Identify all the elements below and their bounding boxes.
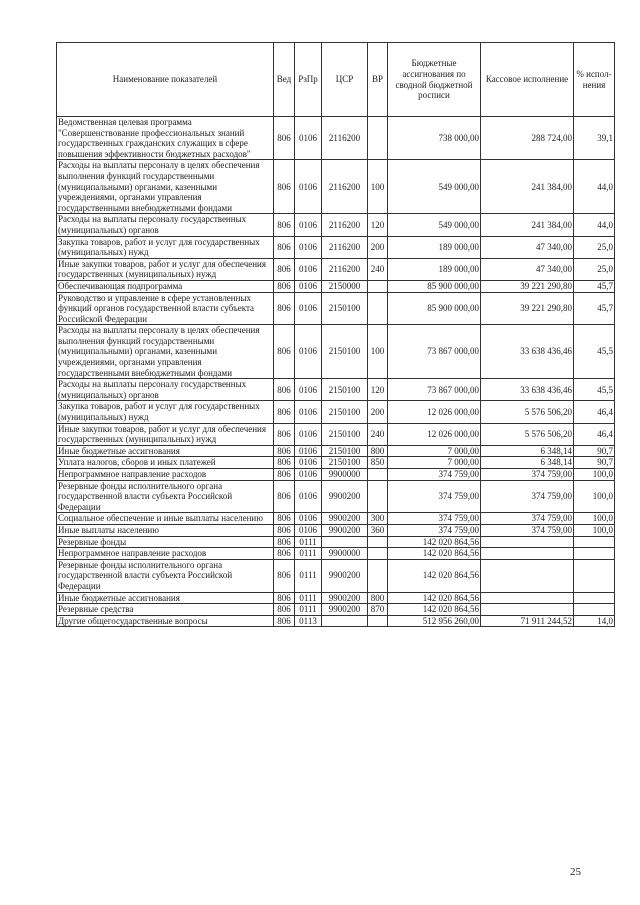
cell-ved: 806	[274, 160, 295, 214]
budget-report-page	[56, 42, 614, 627]
table-row	[57, 117, 615, 160]
cell-vr	[368, 117, 388, 160]
cell-ved: 806	[274, 469, 295, 481]
cell-budget: 12 026 000,00	[388, 401, 481, 423]
cell-pct: 90,7	[574, 445, 615, 457]
cell-vr: 200	[368, 401, 388, 423]
cell-budget: 85 900 000,00	[388, 292, 481, 325]
cell-name: Резервные средства	[57, 604, 274, 616]
table-row	[57, 236, 615, 258]
cell-name: Уплата налогов, сборов и иных платежей	[57, 457, 274, 469]
table-row	[57, 401, 615, 423]
header-csr: ЦСР	[322, 43, 368, 117]
cell-name: Резервные фонды	[57, 536, 274, 548]
cell-budget: 142 020 864,56	[388, 548, 481, 560]
cell-rzpr: 0106	[295, 480, 322, 513]
cell-rzpr: 0111	[295, 536, 322, 548]
cell-pct: 14,0	[574, 615, 615, 627]
cell-rzpr: 0111	[295, 548, 322, 560]
cell-cash: 374 759,00	[481, 513, 574, 525]
table-row	[57, 457, 615, 469]
cell-name: Социальное обеспечение и иные выплаты населению	[57, 513, 274, 525]
table-row	[57, 325, 615, 379]
table-row	[57, 480, 615, 513]
cell-cash: 47 340,00	[481, 258, 574, 280]
cell-csr: 2150100	[322, 292, 368, 325]
cell-pct: 39,1	[574, 117, 615, 160]
table-row	[57, 524, 615, 536]
table-row	[57, 379, 615, 401]
cell-budget: 7 000,00	[388, 445, 481, 457]
table-row	[57, 445, 615, 457]
cell-vr: 120	[368, 214, 388, 236]
cell-name: Руководство и управление в сфере установленных функций органов государственной власти субъекта Российской Федерации	[57, 292, 274, 325]
cell-name: Расходы на выплаты персоналу в целях обеспечения выполнения функций государственными (муниципальными) органами, казенными учреждениями, органами управления государственными внебюджетными фондами	[57, 325, 274, 379]
cell-csr: 2150100	[322, 457, 368, 469]
cell-cash: 374 759,00	[481, 524, 574, 536]
cell-budget: 738 000,00	[388, 117, 481, 160]
cell-name: Закупка товаров, работ и услуг для государственных (муниципальных) нужд	[57, 236, 274, 258]
cell-budget: 7 000,00	[388, 457, 481, 469]
cell-cash	[481, 592, 574, 604]
cell-rzpr: 0106	[295, 160, 322, 214]
cell-vr	[368, 536, 388, 548]
cell-ved: 806	[274, 214, 295, 236]
cell-budget: 142 020 864,56	[388, 559, 481, 592]
cell-pct: 45,7	[574, 292, 615, 325]
cell-pct: 46,4	[574, 401, 615, 423]
cell-vr	[368, 292, 388, 325]
table-row	[57, 615, 615, 627]
cell-vr: 120	[368, 379, 388, 401]
table-row	[57, 280, 615, 292]
table-row	[57, 548, 615, 560]
cell-vr	[368, 615, 388, 627]
cell-ved: 806	[274, 423, 295, 445]
cell-cash: 5 576 506,20	[481, 423, 574, 445]
cell-ved: 806	[274, 280, 295, 292]
cell-pct	[574, 604, 615, 616]
cell-pct: 100,0	[574, 480, 615, 513]
table-header-row	[57, 43, 615, 117]
cell-ved: 806	[274, 536, 295, 548]
cell-csr: 9900000	[322, 548, 368, 560]
cell-budget: 142 020 864,56	[388, 536, 481, 548]
header-name: Наименование показателей	[57, 43, 274, 117]
cell-budget: 85 900 000,00	[388, 280, 481, 292]
cell-ved: 806	[274, 559, 295, 592]
cell-pct: 45,5	[574, 379, 615, 401]
cell-ved: 806	[274, 604, 295, 616]
cell-cash: 33 638 436,46	[481, 325, 574, 379]
cell-vr	[368, 559, 388, 592]
cell-csr: 9900000	[322, 469, 368, 481]
cell-csr: 2116200	[322, 214, 368, 236]
cell-cash: 33 638 436,46	[481, 379, 574, 401]
cell-rzpr: 0113	[295, 615, 322, 627]
cell-pct: 25,0	[574, 236, 615, 258]
cell-csr: 2116200	[322, 160, 368, 214]
cell-budget: 12 026 000,00	[388, 423, 481, 445]
cell-vr: 100	[368, 325, 388, 379]
cell-csr: 9900200	[322, 604, 368, 616]
cell-pct: 100,0	[574, 469, 615, 481]
cell-name: Иные закупки товаров, работ и услуг для обеспечения государственных (муниципальных) нужд	[57, 423, 274, 445]
cell-rzpr: 0111	[295, 592, 322, 604]
cell-cash: 241 384,00	[481, 214, 574, 236]
cell-pct: 46,4	[574, 423, 615, 445]
header-rzpr: РзПр	[295, 43, 322, 117]
cell-vr	[368, 280, 388, 292]
cell-csr: 9900200	[322, 524, 368, 536]
cell-rzpr: 0106	[295, 379, 322, 401]
cell-pct	[574, 536, 615, 548]
cell-vr	[368, 480, 388, 513]
cell-rzpr: 0106	[295, 325, 322, 379]
cell-ved: 806	[274, 592, 295, 604]
cell-cash	[481, 548, 574, 560]
cell-rzpr: 0106	[295, 214, 322, 236]
cell-csr: 9900200	[322, 513, 368, 525]
cell-vr: 240	[368, 423, 388, 445]
cell-vr	[368, 548, 388, 560]
cell-csr: 2150100	[322, 445, 368, 457]
cell-vr: 360	[368, 524, 388, 536]
cell-csr: 2116200	[322, 258, 368, 280]
cell-rzpr: 0106	[295, 513, 322, 525]
cell-name: Расходы на выплаты персоналу в целях обеспечения выполнения функций государственными (муниципальными) органами, казенными учреждениями, органами управления государственными внебюджетными фондами	[57, 160, 274, 214]
cell-csr: 9900200	[322, 480, 368, 513]
cell-cash: 71 911 244,52	[481, 615, 574, 627]
cell-budget: 142 020 864,56	[388, 592, 481, 604]
cell-name: Непрограммное направление расходов	[57, 548, 274, 560]
cell-csr: 9900200	[322, 592, 368, 604]
cell-name: Другие общегосударственные вопросы	[57, 615, 274, 627]
page-number: 25	[570, 866, 581, 878]
cell-rzpr: 0106	[295, 292, 322, 325]
cell-ved: 806	[274, 548, 295, 560]
cell-name: Обеспечивающая подпрограмма	[57, 280, 274, 292]
cell-cash: 5 576 506,20	[481, 401, 574, 423]
cell-budget: 374 759,00	[388, 480, 481, 513]
cell-pct	[574, 559, 615, 592]
cell-name: Резервные фонды исполнительного органа государственной власти субъекта Российской Федерации	[57, 559, 274, 592]
cell-budget: 549 000,00	[388, 160, 481, 214]
cell-rzpr: 0106	[295, 280, 322, 292]
cell-budget: 549 000,00	[388, 214, 481, 236]
cell-csr: 2150100	[322, 423, 368, 445]
cell-cash: 374 759,00	[481, 480, 574, 513]
cell-budget: 189 000,00	[388, 236, 481, 258]
table-row	[57, 592, 615, 604]
cell-cash: 241 384,00	[481, 160, 574, 214]
cell-cash: 39 221 290,80	[481, 292, 574, 325]
cell-name: Иные закупки товаров, работ и услуг для обеспечения государственных (муниципальных) нужд	[57, 258, 274, 280]
cell-cash: 6 348,14	[481, 457, 574, 469]
cell-pct: 45,5	[574, 325, 615, 379]
cell-rzpr: 0106	[295, 457, 322, 469]
header-budget: Бюджетные ассигнования по сводной бюджетной росписи	[388, 43, 481, 117]
cell-vr: 870	[368, 604, 388, 616]
table-body	[57, 117, 615, 627]
cell-name: Ведомственная целевая программа "Совершенствование профессиональных знаний государственных гражданских служащих в сфере повышения эффективности бюджетных расходов"	[57, 117, 274, 160]
cell-name: Иные бюджетные ассигнования	[57, 592, 274, 604]
cell-cash: 288 724,00	[481, 117, 574, 160]
cell-budget: 189 000,00	[388, 258, 481, 280]
cell-rzpr: 0106	[295, 401, 322, 423]
cell-budget: 374 759,00	[388, 469, 481, 481]
cell-ved: 806	[274, 457, 295, 469]
cell-budget: 374 759,00	[388, 513, 481, 525]
cell-csr: 2116200	[322, 117, 368, 160]
cell-ved: 806	[274, 401, 295, 423]
cell-cash	[481, 604, 574, 616]
cell-csr: 2116200	[322, 236, 368, 258]
cell-rzpr: 0106	[295, 423, 322, 445]
cell-ved: 806	[274, 524, 295, 536]
cell-name: Закупка товаров, работ и услуг для государственных (муниципальных) нужд	[57, 401, 274, 423]
cell-csr: 2150100	[322, 401, 368, 423]
cell-rzpr: 0106	[295, 117, 322, 160]
cell-ved: 806	[274, 513, 295, 525]
cell-ved: 806	[274, 258, 295, 280]
cell-pct: 44,0	[574, 214, 615, 236]
cell-rzpr: 0106	[295, 469, 322, 481]
cell-csr	[322, 536, 368, 548]
cell-vr: 240	[368, 258, 388, 280]
cell-cash: 39 221 290,80	[481, 280, 574, 292]
cell-cash	[481, 559, 574, 592]
cell-name: Непрограммное направление расходов	[57, 469, 274, 481]
cell-vr: 800	[368, 592, 388, 604]
cell-rzpr: 0106	[295, 258, 322, 280]
cell-rzpr: 0106	[295, 445, 322, 457]
cell-vr	[368, 469, 388, 481]
cell-vr: 850	[368, 457, 388, 469]
cell-csr: 2150100	[322, 325, 368, 379]
cell-ved: 806	[274, 325, 295, 379]
cell-cash: 47 340,00	[481, 236, 574, 258]
cell-vr: 200	[368, 236, 388, 258]
table-row	[57, 423, 615, 445]
cell-budget: 512 956 260,00	[388, 615, 481, 627]
cell-pct: 100,0	[574, 524, 615, 536]
cell-rzpr: 0106	[295, 524, 322, 536]
cell-ved: 806	[274, 236, 295, 258]
budget-execution-table	[56, 42, 615, 627]
table-row	[57, 559, 615, 592]
cell-cash: 374 759,00	[481, 469, 574, 481]
cell-ved: 806	[274, 379, 295, 401]
cell-rzpr: 0111	[295, 559, 322, 592]
cell-ved: 806	[274, 292, 295, 325]
cell-pct	[574, 592, 615, 604]
table-row	[57, 469, 615, 481]
cell-budget: 73 867 000,00	[388, 325, 481, 379]
cell-pct: 100,0	[574, 513, 615, 525]
cell-vr: 100	[368, 160, 388, 214]
cell-pct: 25,0	[574, 258, 615, 280]
cell-ved: 806	[274, 480, 295, 513]
cell-name: Иные бюджетные ассигнования	[57, 445, 274, 457]
cell-vr: 300	[368, 513, 388, 525]
cell-rzpr: 0106	[295, 236, 322, 258]
header-pct: % испол- нения	[574, 43, 615, 117]
cell-ved: 806	[274, 117, 295, 160]
table-row	[57, 604, 615, 616]
cell-ved: 806	[274, 445, 295, 457]
cell-budget: 374 759,00	[388, 524, 481, 536]
table-row	[57, 258, 615, 280]
header-ved: Вед	[274, 43, 295, 117]
cell-cash	[481, 536, 574, 548]
cell-vr: 800	[368, 445, 388, 457]
cell-csr	[322, 615, 368, 627]
cell-name: Резервные фонды исполнительного органа государственной власти субъекта Российской Федерации	[57, 480, 274, 513]
cell-budget: 73 867 000,00	[388, 379, 481, 401]
cell-ved: 806	[274, 615, 295, 627]
cell-budget: 142 020 864,56	[388, 604, 481, 616]
cell-cash: 6 348,14	[481, 445, 574, 457]
cell-csr: 2150100	[322, 379, 368, 401]
table-row	[57, 214, 615, 236]
header-vr: ВР	[368, 43, 388, 117]
cell-pct	[574, 548, 615, 560]
cell-name: Расходы на выплаты персоналу государственных (муниципальных) органов	[57, 214, 274, 236]
cell-pct: 90,7	[574, 457, 615, 469]
table-row	[57, 160, 615, 214]
cell-pct: 44,0	[574, 160, 615, 214]
cell-csr: 2150000	[322, 280, 368, 292]
table-row	[57, 292, 615, 325]
cell-name: Расходы на выплаты персоналу государственных (муниципальных) органов	[57, 379, 274, 401]
cell-rzpr: 0111	[295, 604, 322, 616]
table-row	[57, 536, 615, 548]
header-cash: Кассовое исполнение	[481, 43, 574, 117]
cell-pct: 45,7	[574, 280, 615, 292]
cell-name: Иные выплаты населению	[57, 524, 274, 536]
cell-csr: 9900200	[322, 559, 368, 592]
table-row	[57, 513, 615, 525]
